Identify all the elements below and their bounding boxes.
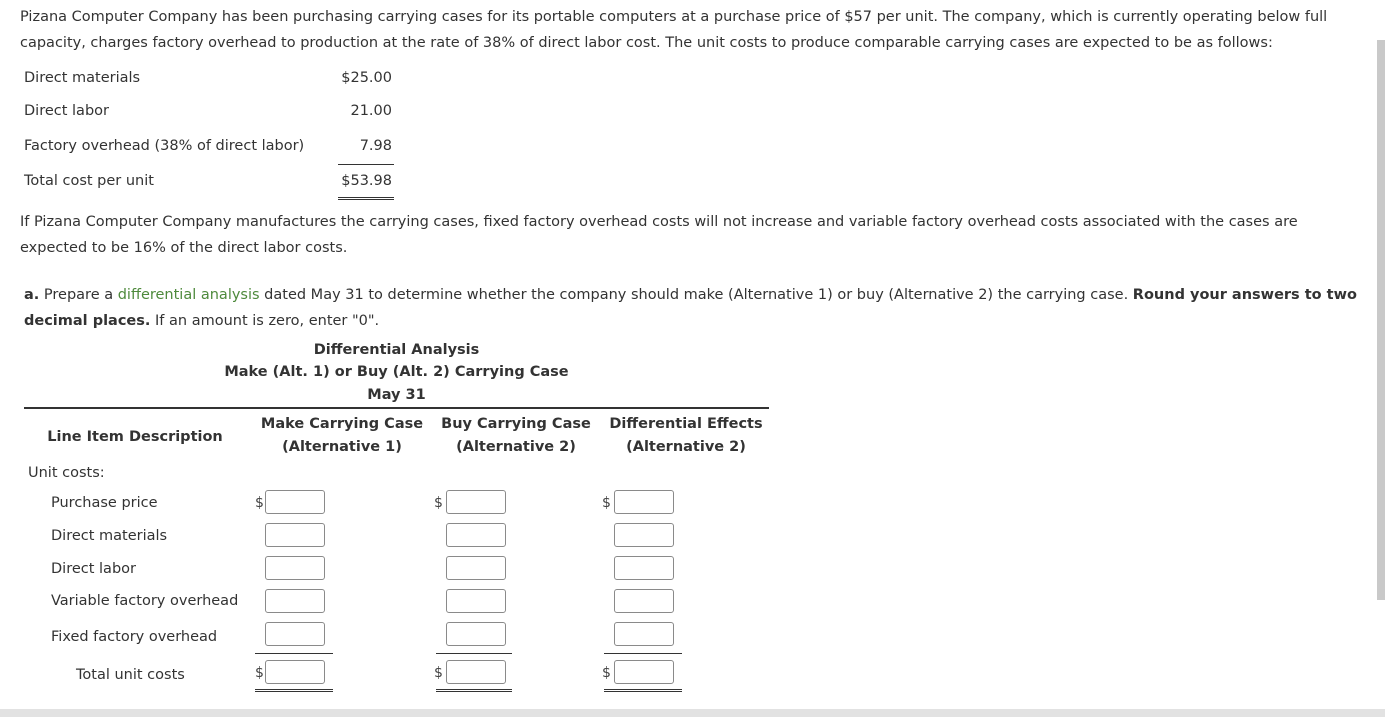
col-header-diff-line2: (Alternative 2) <box>626 439 746 455</box>
buy-direct-labor-input[interactable] <box>446 556 506 580</box>
cost-row-factory-overhead <box>24 136 394 160</box>
cost-label: Direct labor <box>24 103 109 119</box>
cost-label: Factory overhead (38% of direct labor) <box>24 138 305 154</box>
diff-variable-overhead-input[interactable] <box>614 589 674 613</box>
make-variable-overhead-input[interactable] <box>265 589 325 613</box>
cost-value: 7.98 <box>359 138 392 154</box>
glossary-link[interactable]: differential analysis <box>117 287 260 303</box>
row-label-direct-labor: Direct labor <box>51 561 136 577</box>
currency-symbol: $ <box>255 665 264 681</box>
vertical-scrollbar[interactable] <box>1377 40 1385 600</box>
diff-fixed-overhead-input[interactable] <box>614 622 674 646</box>
diff-total-input[interactable] <box>614 660 674 684</box>
diff-total-double-rule <box>604 689 682 692</box>
buy-purchase-price-input[interactable] <box>446 490 506 514</box>
col-header-diff-line1: Differential Effects <box>609 416 763 432</box>
buy-fixed-overhead-input[interactable] <box>446 622 506 646</box>
cost-label: Direct materials <box>24 70 141 86</box>
row-label-direct-materials: Direct materials <box>51 528 168 544</box>
make-total-input[interactable] <box>265 660 325 684</box>
cost-value: $25.00 <box>341 70 392 86</box>
cost-row-total <box>24 171 394 195</box>
diff-sum-rule <box>604 653 682 654</box>
subtotal-rule <box>338 164 394 165</box>
row-label-total-unit-costs: Total unit costs <box>76 667 185 683</box>
rounding-instruction: Round your answers to two decimal places. <box>24 287 1357 329</box>
assumption-paragraph: If Pizana Computer Company manufactures the carrying cases, fixed factory overhead costs will not increase and variable factory overhead costs associated with the cases are expected to be 16% of the direct labor costs. <box>20 214 1298 256</box>
analysis-title: Differential Analysis <box>313 342 480 358</box>
col-header-buy-line1: Buy Carrying Case <box>441 416 591 432</box>
make-direct-labor-input[interactable] <box>265 556 325 580</box>
horizontal-scrollbar[interactable] <box>0 709 1385 717</box>
row-label-variable-overhead: Variable factory overhead <box>51 593 239 609</box>
row-label-purchase-price: Purchase price <box>51 495 158 511</box>
diff-purchase-price-input[interactable] <box>614 490 674 514</box>
analysis-date: May 31 <box>367 387 426 403</box>
total-double-rule <box>338 197 394 200</box>
col-header-diff <box>603 413 769 459</box>
question-prefix: a. <box>24 287 40 303</box>
zero-instruction: If an amount is zero, enter "0". <box>150 313 380 329</box>
make-purchase-price-input[interactable] <box>265 490 325 514</box>
make-total-double-rule <box>255 689 333 692</box>
question-text-continued: dated May 31 to determine whether the company should make (Alternative 1) or buy (Alternative 2) the carrying case. <box>259 287 1133 303</box>
currency-symbol: $ <box>434 665 443 681</box>
col-header-make <box>256 413 428 459</box>
buy-variable-overhead-input[interactable] <box>446 589 506 613</box>
make-direct-materials-input[interactable] <box>265 523 325 547</box>
buy-direct-materials-input[interactable] <box>446 523 506 547</box>
buy-sum-rule <box>436 653 512 654</box>
buy-total-input[interactable] <box>446 660 506 684</box>
question-text: Prepare a <box>39 287 118 303</box>
cost-value: $53.98 <box>341 173 392 189</box>
make-sum-rule <box>255 653 333 654</box>
row-label-fixed-overhead: Fixed factory overhead <box>51 629 218 645</box>
col-header-make-line2: (Alternative 1) <box>282 439 402 455</box>
col-header-make-line1: Make Carrying Case <box>260 416 424 432</box>
header-rule <box>24 407 769 409</box>
col-header-buy-line2: (Alternative 2) <box>456 439 576 455</box>
currency-symbol: $ <box>602 495 611 511</box>
question-a <box>24 282 1364 334</box>
section-label-unit-costs: Unit costs: <box>28 465 105 481</box>
col-header-buy <box>436 413 596 459</box>
diff-direct-labor-input[interactable] <box>614 556 674 580</box>
make-fixed-overhead-input[interactable] <box>265 622 325 646</box>
currency-symbol: $ <box>602 665 611 681</box>
analysis-subtitle: Make (Alt. 1) or Buy (Alt. 2) Carrying Case <box>224 364 569 380</box>
cost-row-direct-labor <box>24 101 394 125</box>
intro-paragraph: Pizana Computer Company has been purchasing carrying cases for its portable computers at a purchase price of $57 per unit. The company, which is currently operating below full capacity, charges factory overhead to production at the rate of 38% of direct labor cost. The unit costs to produce comparable carrying cases are expected to be as follows: <box>20 9 1328 51</box>
cost-value: 21.00 <box>350 103 392 119</box>
currency-symbol: $ <box>434 495 443 511</box>
diff-direct-materials-input[interactable] <box>614 523 674 547</box>
cost-row-direct-materials <box>24 68 394 92</box>
col-header-line-item: Line Item Description <box>47 429 223 445</box>
currency-symbol: $ <box>255 495 264 511</box>
cost-label: Total cost per unit <box>24 173 154 189</box>
buy-total-double-rule <box>436 689 512 692</box>
